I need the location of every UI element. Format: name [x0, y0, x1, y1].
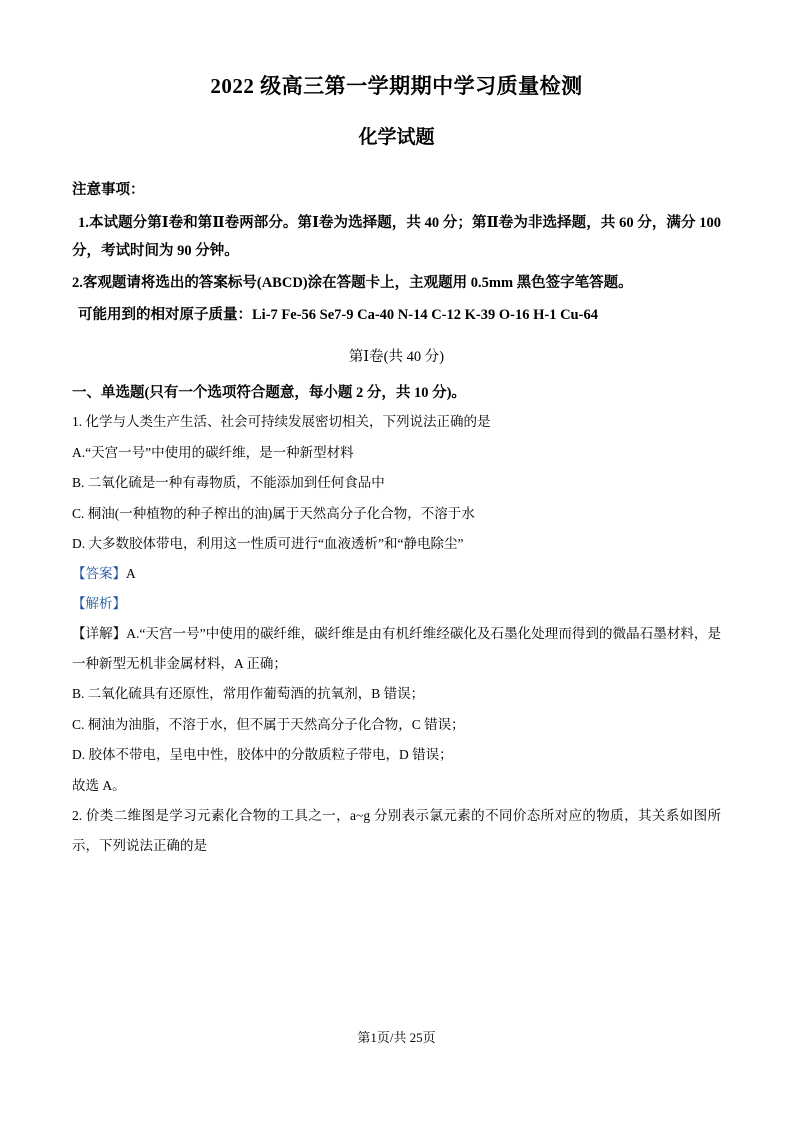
page-footer: 第1页/共 25页	[357, 1030, 436, 1045]
question-1-option-b: B. 二氧化硫是一种有毒物质，不能添加到任何食品中	[72, 475, 385, 491]
question-1-detail-4: D. 胶体不带电，呈电中性，胶体中的分散质粒子带电，D 错误；	[72, 747, 453, 763]
section-title: 一、单选题(只有一个选项符合题意，每小题 2 分，共 10 分)。	[72, 385, 466, 402]
question-1-stem: 1. 化学与人类生产生活、社会可持续发展密切相关，下列说法正确的是	[72, 414, 491, 430]
notice-item-2: 2.客观题请将选出的答案标号(ABCD)涂在答题卡上，主观题用 0.5mm 黑色签字笔答题。	[72, 275, 633, 292]
question-1-detail-2: B. 二氧化硫具有还原性，常用作葡萄酒的抗氧剂，B 错误；	[72, 686, 425, 702]
page-title: 2022 级高三第一学期期中学习质量检测	[210, 74, 583, 98]
notice-item-3: 可能用到的相对原子质量：Li-7 Fe-56 Se7-9 Ca-40 N-14 C-12 K-39 O-16 H-1 Cu-64	[78, 307, 598, 324]
answer-value: A	[126, 566, 136, 582]
question-2-stem: 2. 价类二维图是学习元素化合物的工具之一，a~g 分别表示氯元素的不同价态所对应的物质，其关系如图所示，下列说法正确的是	[72, 807, 721, 854]
notice-heading: 注意事项：	[72, 182, 145, 198]
page-subtitle: 化学试题	[358, 127, 435, 148]
question-1-option-a: A.“天宫一号”中使用的碳纤维，是一种新型材料	[72, 444, 354, 460]
question-1-answer	[72, 559, 721, 589]
paper-part-label: 第Ⅰ卷(共 40 分)	[348, 348, 445, 365]
question-1-detail-1: 【详解】A.“天宫一号”中使用的碳纤维，碳纤维是由有机纤维经碳化及石墨化处理而得到的微晶石墨材料，是一种新型无机非金属材料，A 正确；	[72, 625, 721, 672]
answer-label: 【答案】	[72, 566, 126, 582]
question-1-detail-5: 故选 A。	[72, 777, 126, 793]
notice-item-1: 1.本试题分第Ⅰ卷和第Ⅱ卷两部分。第Ⅰ卷为选择题，共 40 分；第Ⅱ卷为非选择题，共 60 分，满分 100 分，考试时间为 90 分钟。	[72, 214, 721, 259]
question-1-option-d: D. 大多数胶体带电，利用这一性质可进行“血液透析”和“静电除尘”	[72, 535, 464, 551]
question-1-detail-3: C. 桐油为油脂，不溶于水，但不属于天然高分子化合物，C 错误；	[72, 716, 465, 732]
question-1-option-c: C. 桐油(一种植物的种子榨出的油)属于天然高分子化合物，不溶于水	[72, 505, 475, 521]
question-1-analysis-label: 【解析】	[72, 595, 126, 611]
